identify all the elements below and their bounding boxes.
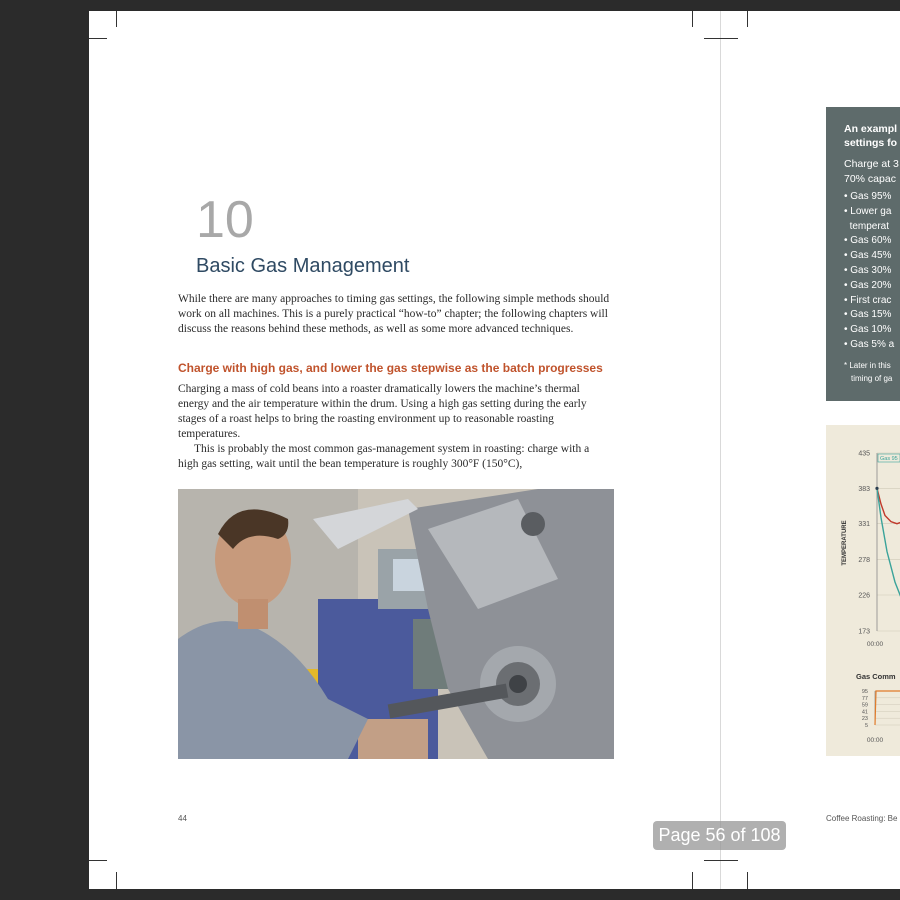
list-item: • Gas 95% — [844, 191, 892, 202]
page-gutter — [720, 11, 721, 889]
roaster-photo — [178, 489, 614, 759]
sidebar-footnote-line: timing of ga — [851, 374, 893, 383]
crop-mark — [692, 11, 693, 27]
y-tick-label: 5 — [864, 723, 868, 729]
list-item: • Gas 10% — [844, 324, 892, 336]
y-tick-label: 41 — [861, 709, 868, 716]
y-tick-label: 77 — [861, 695, 868, 702]
crop-mark — [89, 38, 107, 39]
sidebar-charge-text — [844, 157, 899, 187]
y-tick-label: 278 — [858, 557, 870, 565]
sidebar-footnote-line: * Later in this — [844, 361, 891, 370]
section-subheading: Charge with high gas, and lower the gas stepwise as the batch progresses — [178, 361, 603, 375]
body-paragraph-1: Charging a mass of cold beans into a roaster dramatically lowers the machine’s thermal energy and the air temperature within the drum. Using a high gas setting during the early stages of a roast helps to bring the roasting environment up to reasonable roasting temperatures. — [178, 383, 587, 440]
sidebar-footnote — [844, 359, 892, 385]
crop-mark — [747, 11, 748, 27]
crop-mark — [116, 872, 117, 889]
list-item: • Gas 60% — [844, 235, 892, 247]
y-tick-label: 435 — [858, 450, 870, 458]
list-item: • Gas 20% — [844, 279, 892, 291]
list-item: • Gas 30% — [844, 264, 892, 276]
series-line — [877, 488, 900, 612]
sidebar-heading-line: settings fo — [844, 137, 898, 149]
x-tick-label: 00:00 — [866, 737, 884, 744]
sidebar-list — [844, 190, 894, 353]
sidebar-charge-line: Charge at 3 — [844, 158, 899, 170]
crop-mark — [116, 11, 117, 27]
crop-mark — [692, 872, 693, 889]
gas-chart-title: Gas Comm — [856, 672, 896, 681]
intro-paragraph: While there are many approaches to timing gas settings, the following simple methods should work on all machines. This is a purely practical “how-to” chapter; the following chapters will discuss the reasons behind these methods, as well as some more advanced techniques. — [178, 293, 610, 335]
list-item: • Gas 15% — [844, 309, 892, 321]
chart-annotation: Gas 95 — [880, 456, 898, 462]
list-item: • First crac — [844, 294, 892, 306]
top-viewer-bar — [0, 0, 900, 11]
roast-chart-box — [826, 425, 900, 756]
chapter-title: Basic Gas Management — [196, 255, 410, 277]
sidebar-heading-line: An exampl — [844, 123, 898, 135]
sidebar-charge-line: 70% capac — [844, 173, 896, 185]
chapter-number: 10 — [196, 191, 254, 249]
y-tick-label: 95 — [861, 689, 868, 695]
list-item: • Lower ga — [844, 205, 892, 217]
page-indicator: Page 56 of 108 — [653, 821, 786, 850]
y-tick-label: 23 — [861, 716, 868, 723]
x-tick-label: 00:00 — [866, 641, 884, 648]
left-viewer-bar — [0, 0, 89, 900]
y-tick-label: 331 — [858, 521, 870, 529]
y-tick-label: 173 — [858, 628, 870, 636]
y-tick-label: 226 — [858, 592, 870, 600]
body-paragraph-2: This is probably the most common gas-management system in roasting: charge with a high gas setting, wait until the bean temperature is roughly 300°F (150°C), — [178, 443, 590, 470]
series-line — [875, 691, 900, 725]
left-page-number: 44 — [178, 814, 187, 823]
y-axis-label: TEMPERATURE — [842, 520, 848, 566]
roast-chart — [826, 425, 900, 756]
crop-mark — [704, 860, 738, 861]
y-tick-label: 59 — [861, 702, 868, 709]
crop-mark — [747, 872, 748, 889]
y-tick-label: 383 — [858, 485, 870, 493]
crop-mark — [89, 860, 107, 861]
right-page-footer: Coffee Roasting: Be — [826, 814, 898, 823]
charge-point — [875, 487, 878, 490]
gas-settings-sidebar — [826, 107, 900, 401]
crop-mark — [704, 38, 738, 39]
list-item: temperat — [849, 220, 890, 232]
list-item: • Gas 45% — [844, 250, 892, 262]
list-item: • Gas 5% a — [844, 338, 895, 350]
sidebar-heading — [844, 122, 897, 150]
